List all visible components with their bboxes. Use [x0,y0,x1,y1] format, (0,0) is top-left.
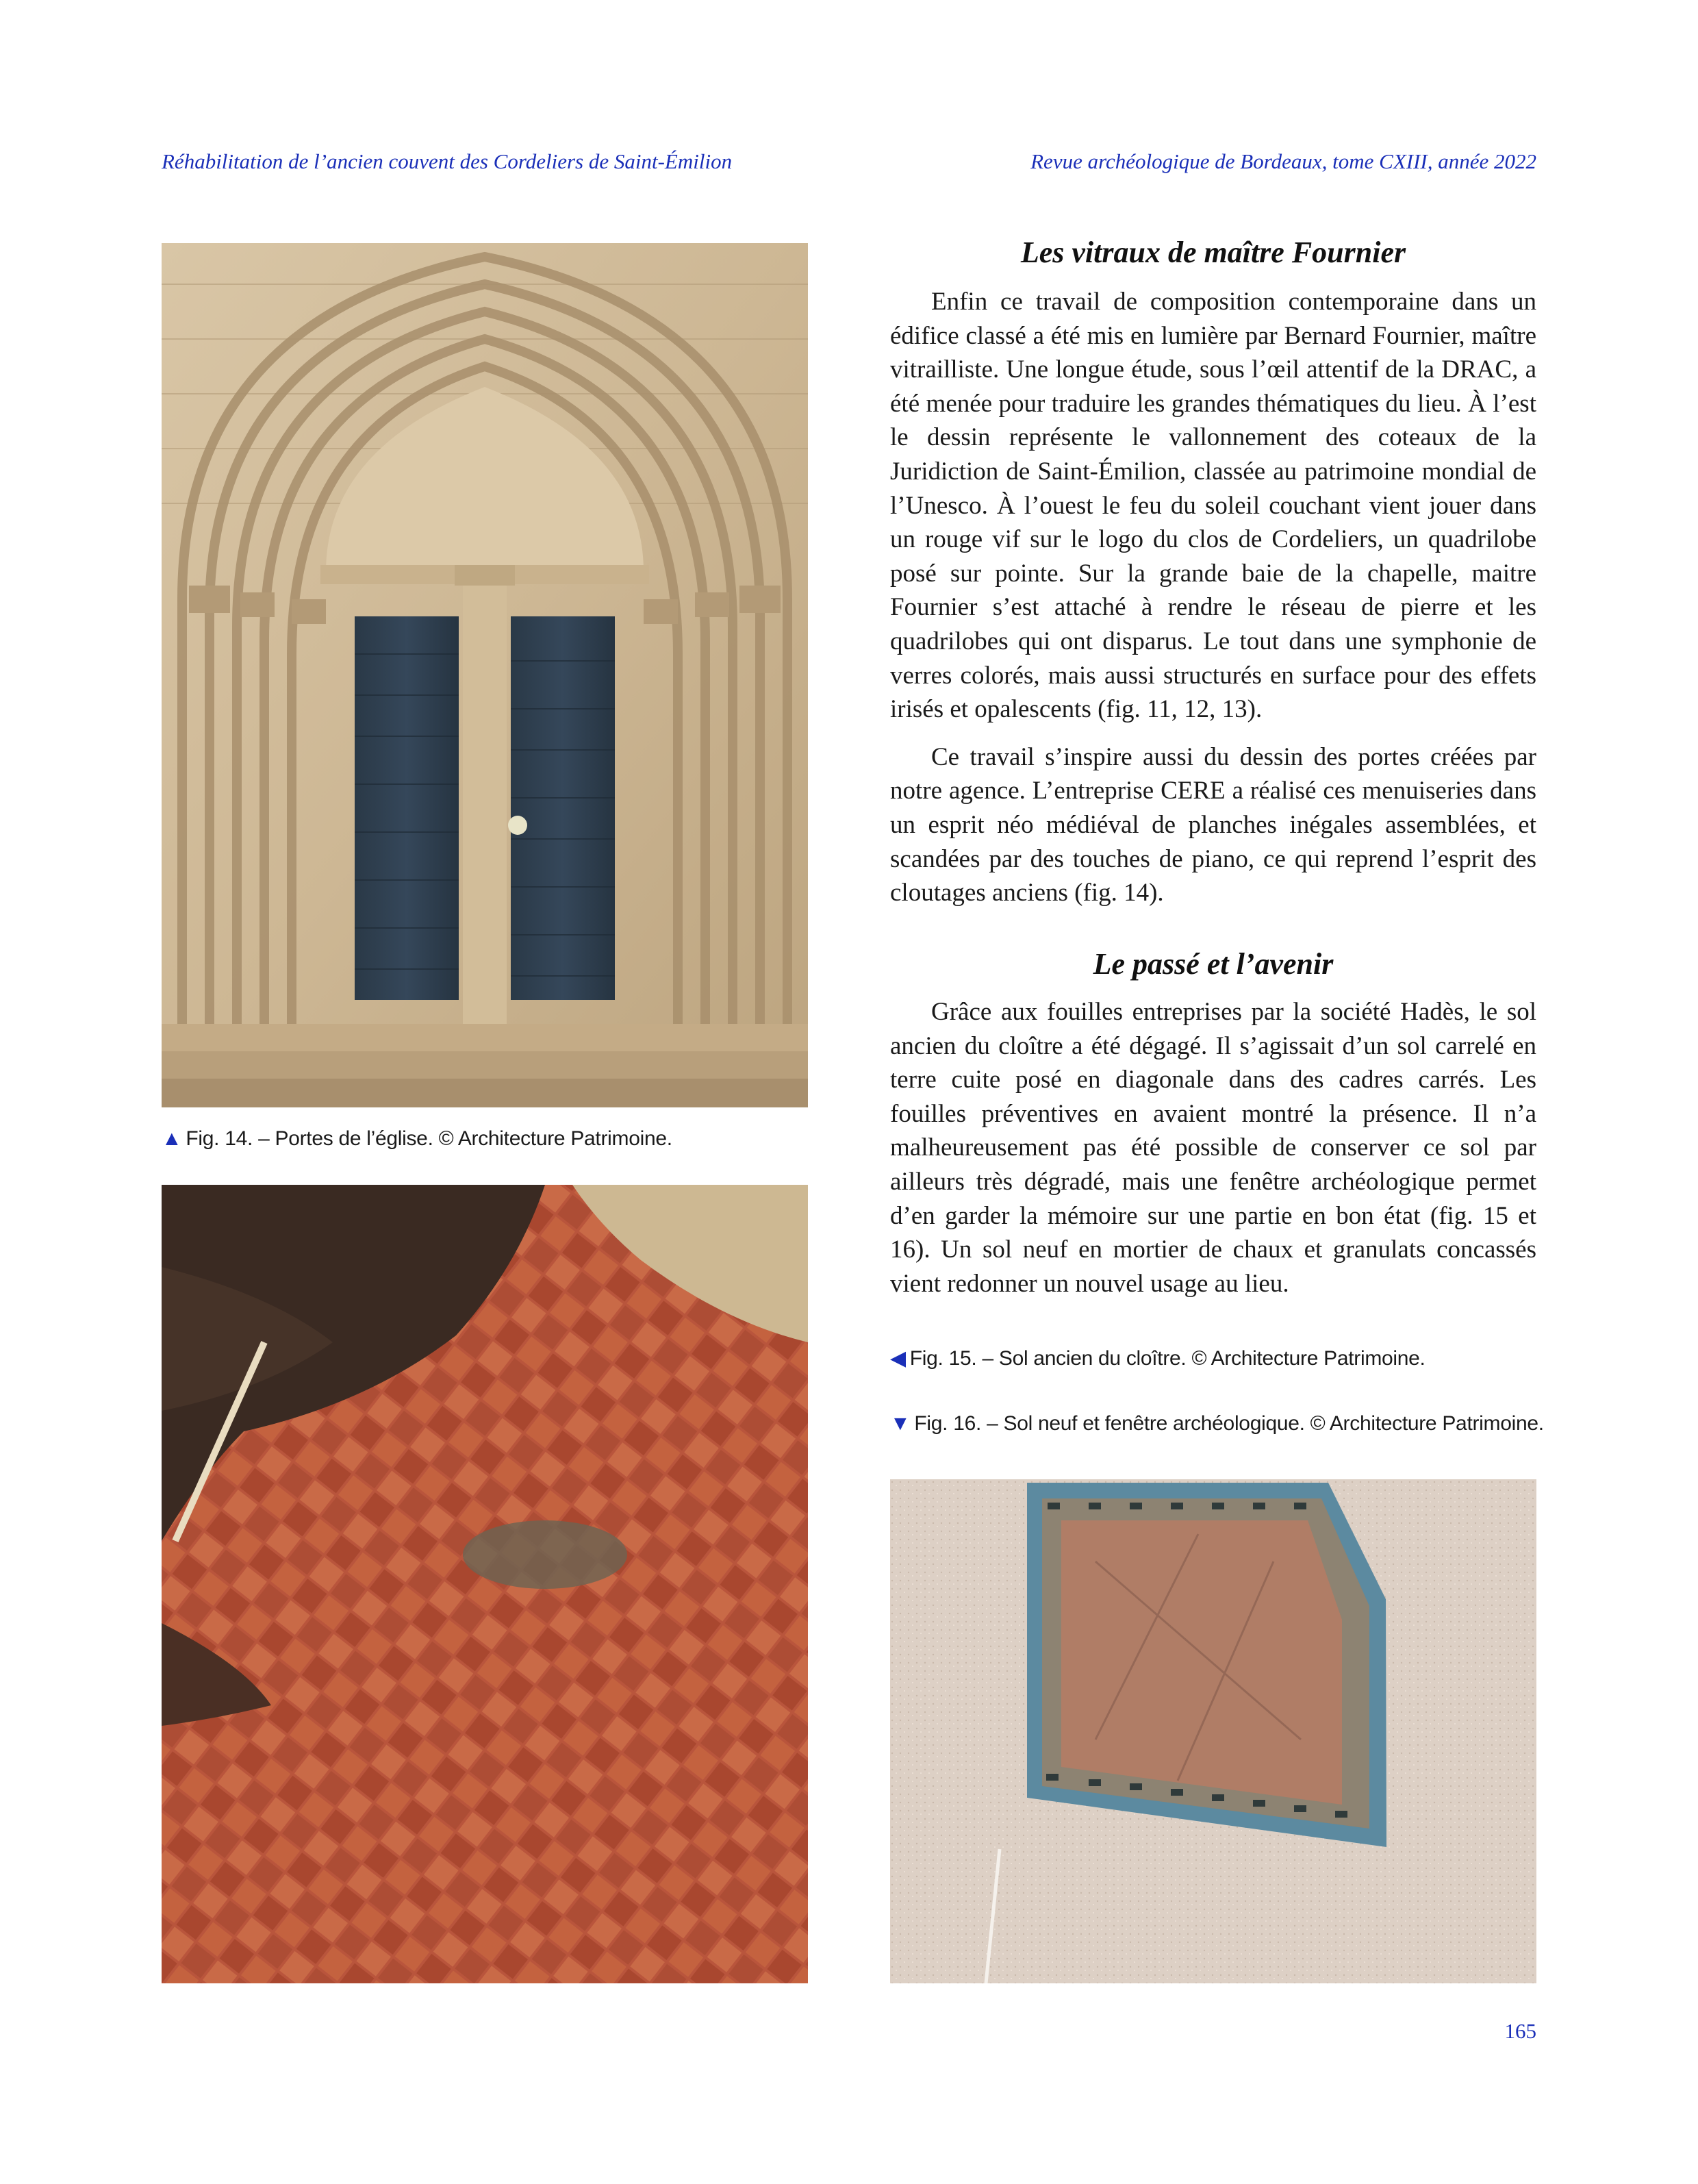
section-title: Le passé et l’avenir [1093,947,1334,981]
fig14-caption [162,1127,672,1151]
fig16-caption-text: Fig. 16. – Sol neuf et fenêtre archéologique. © Architecture Patrimoine. [914,1412,1544,1435]
fig15-caption [890,1346,1425,1370]
church-doors-photo [162,243,808,1107]
section-title: Les vitraux de maître Fournier [1020,236,1406,269]
page-number: 165 [1504,2019,1536,2043]
caption-arrow-down-icon: ▼ [890,1412,911,1435]
fig14-caption-text: Fig. 14. – Portes de l’église. © Architecture Patrimoine. [186,1127,672,1150]
fig16-caption [890,1412,1544,1435]
running-head-right: Revue archéologique de Bordeaux, tome CXIII, année 2022 [1030,149,1536,173]
caption-arrow-left-icon: ◀ [890,1347,906,1370]
section-vitraux [890,235,1536,910]
paragraph: Grâce aux fouilles entreprises par la société Hadès, le sol ancien du cloître a été dégagé. Il s’agissait d’un sol carrelé en terre cuite posé en diagonale dans des cadres carrés. Les fouilles préventives en avaient montré la présence. Il n’a malheureusement pas été possible de conserver ce sol par ailleurs très dégradé, mais une fenêtre archéologique permet d’en garder la mémoire sur une partie en bon état (fig. 15 et 16). Un sol neuf en mortier de chaux et granulats concassés vient redonner un nouvel usage au lieu. [890,998,1536,1298]
paragraph: Ce travail s’inspire aussi du dessin des portes créées par notre agence. L’entreprise CERE a réalisé ces menuiseries dans un esprit néo médiéval de planches inégales assemblées, et scandées par des touches de piano, ce qui reprend l’esprit des cloutages anciens (fig. 14). [890,742,1536,907]
running-head-left: Réhabilitation de l’ancien couvent des Cordeliers de Saint-Émilion [162,149,733,173]
section-passe-avenir [890,946,1536,1301]
archaeological-window-photo [890,1479,1536,1983]
old-cloister-floor-photo [162,1185,808,1983]
caption-arrow-up-icon: ▲ [162,1127,182,1150]
paragraph: Enfin ce travail de composition contemporaine dans un édifice classé a été mis en lumière par Bernard Fournier, maître vitrailliste. Une longue étude, sous l’œil attentif de la DRAC, a été menée pour traduire les grandes thématiques du lieu. À l’est le dessin représente le vallonnement des coteaux de la Juridiction de Saint-Émilion, classée au patrimoine mondial de l’Unesco. À l’ouest le feu du soleil couchant vient jouer dans un rouge vif sur le logo du clos de Cordeliers, un quadrilobe posé sur pointe. Sur la grande baie de la chapelle, maitre Fournier s’est attaché à rendre le réseau de pierre et les quadrilobes qui ont disparus. Le tout dans une symphonie de verres colorés, mais aussi structurés en surface pour des effets irisés et opalescents (fig. 11, 12, 13). [890,288,1536,724]
fig15-caption-text: Fig. 15. – Sol ancien du cloître. © Architecture Patrimoine. [909,1347,1425,1370]
